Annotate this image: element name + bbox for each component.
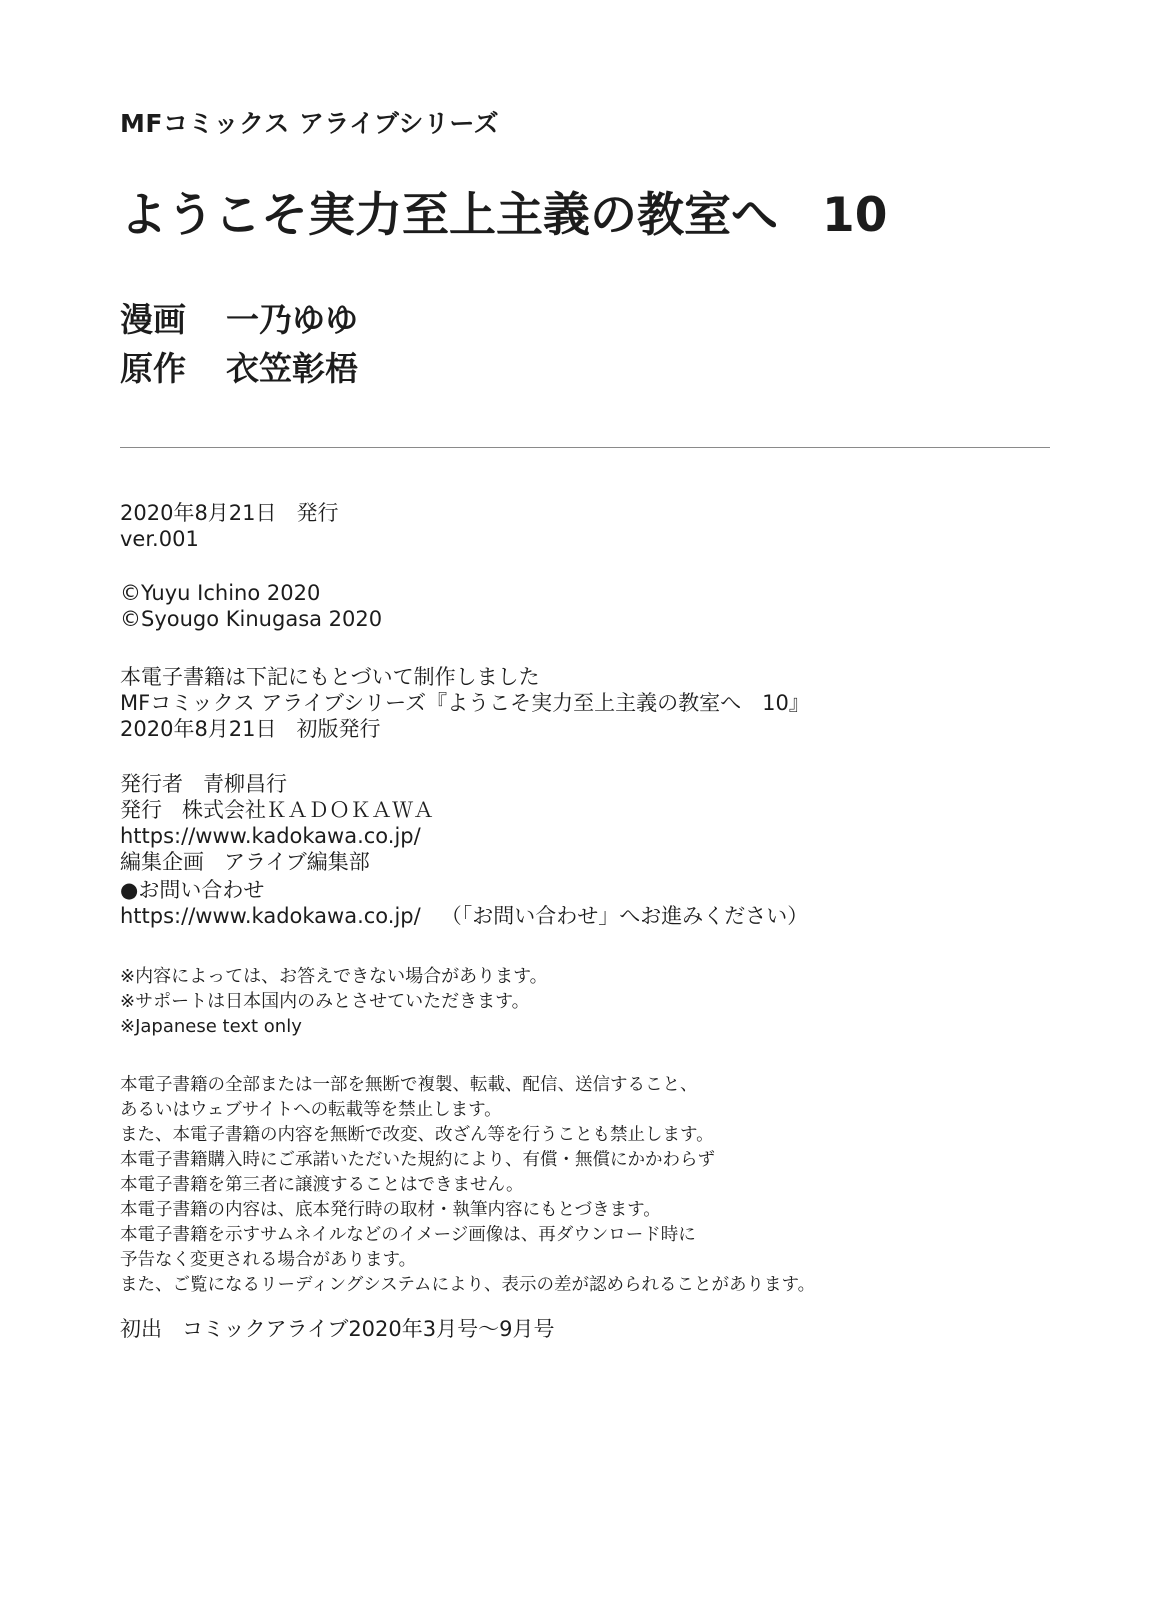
divider: [120, 447, 1050, 448]
editorial-label: 編集企画: [120, 850, 204, 874]
series-name: MFコミックス アライブシリーズ: [120, 109, 500, 138]
publisher-line: [120, 771, 434, 797]
release-label: 発行: [296, 501, 339, 525]
issuer-line: [120, 797, 434, 823]
legal-line: 予告なく変更される場合があります。: [120, 1250, 417, 1270]
legal-line: 本電子書籍の全部または一部を無断で複製、転載、配信、送信すること、: [120, 1075, 698, 1095]
first-publication-value: コミックアライブ2020年3月号～9月号: [182, 1317, 555, 1341]
author-name: 衣笠彰梧: [226, 349, 358, 388]
issuer-name: 株式会社ＫＡＤＯＫＡＷＡ: [182, 798, 434, 822]
author-role: 原作: [120, 349, 186, 388]
copyright-info: [120, 580, 382, 632]
source-line2: MFコミックス アライブシリーズ『ようこそ実力至上主義の教室へ 10』: [120, 691, 810, 715]
legal-line: あるいはウェブサイトへの転載等を禁止します。: [120, 1100, 502, 1120]
artist-name: 一乃ゆゆ: [226, 300, 358, 339]
support-notes: [120, 964, 548, 1039]
release-date: 2020年8月21日: [120, 501, 277, 525]
book-title: [120, 178, 887, 245]
release-version: ver.001: [120, 527, 199, 551]
contact-info: [120, 877, 808, 929]
publisher-info: [120, 771, 434, 875]
contact-url: https://www.kadokawa.co.jp/: [120, 904, 421, 928]
legal-line: また、ご覧になるリーディングシステムにより、表示の差が認められることがあります。: [120, 1275, 816, 1295]
book-title-main: ようこそ実力至上主義の教室へ: [120, 188, 778, 243]
book-volume: 10: [822, 188, 888, 243]
source-info: [120, 664, 810, 742]
publisher-name: 青柳昌行: [203, 772, 287, 796]
legal-notice: [120, 1073, 815, 1298]
copyright-line: ©Syougo Kinugasa 2020: [120, 607, 383, 631]
copyright-line: ©Yuyu Ichino 2020: [120, 581, 321, 605]
contact-heading: ●お問い合わせ: [120, 878, 265, 902]
legal-line: 本電子書籍の内容は、底本発行時の取材・執筆内容にもとづきます。: [120, 1200, 661, 1220]
publisher-label: 発行者: [120, 772, 183, 796]
issuer-label: 発行: [120, 798, 162, 822]
credit-author: [120, 343, 358, 390]
legal-line: また、本電子書籍の内容を無断で改変、改ざん等を行うことも禁止します。: [120, 1125, 714, 1145]
release-info: [120, 500, 339, 552]
source-date: 2020年8月21日: [120, 717, 277, 741]
source-line1: 本電子書籍は下記にもとづいて制作しました: [120, 665, 540, 689]
source-edition: 初版発行: [296, 717, 381, 741]
source-date-line: [120, 716, 810, 742]
credit-artist: [120, 294, 358, 341]
editorial-line: [120, 849, 434, 875]
note-line: ※サポートは日本国内のみとさせていただきます。: [120, 991, 530, 1012]
first-publication-label: 初出: [120, 1317, 162, 1341]
artist-role: 漫画: [120, 300, 186, 339]
legal-line: 本電子書籍購入時にご承諾いただいた規約により、有償・無償にかかわらず: [120, 1150, 715, 1170]
first-publication: [120, 1316, 554, 1342]
legal-line: 本電子書籍を第三者に譲渡することはできません。: [120, 1175, 524, 1195]
release-date-line: [120, 500, 339, 526]
contact-instruction: （「お問い合わせ」へお進みください）: [440, 904, 809, 928]
publisher-url: https://www.kadokawa.co.jp/: [120, 824, 421, 848]
editorial-name: アライブ編集部: [224, 850, 370, 874]
note-line: ※Japanese text only: [120, 1016, 302, 1037]
note-line: ※内容によっては、お答えできない場合があります。: [120, 966, 548, 987]
contact-line: [120, 903, 808, 929]
legal-line: 本電子書籍を示すサムネイルなどのイメージ画像は、再ダウンロード時に: [120, 1225, 696, 1245]
